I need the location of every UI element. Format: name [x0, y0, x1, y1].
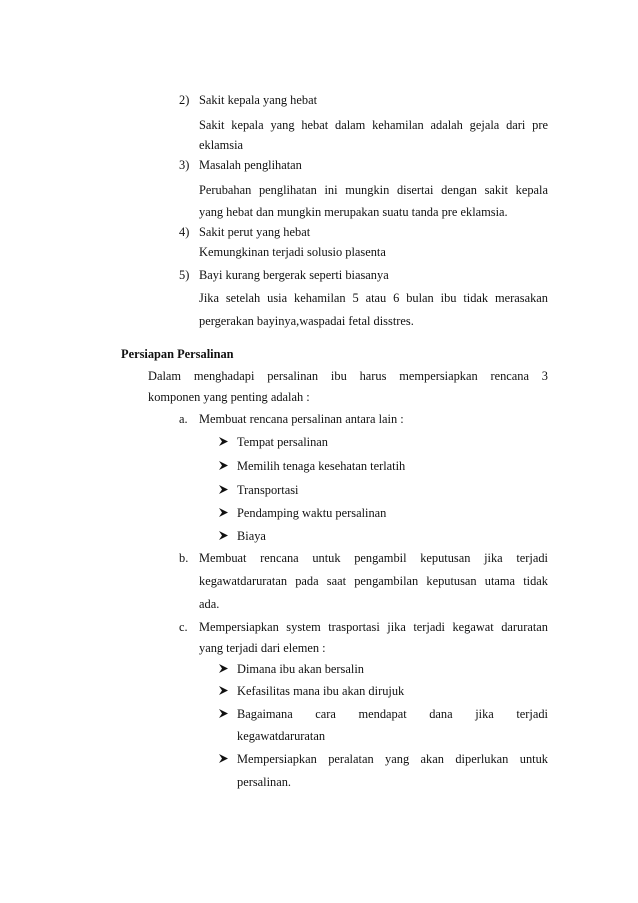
list-number: 4)	[179, 225, 190, 239]
paragraph-line: komponen yang penting adalah :	[148, 390, 310, 404]
list-number: 3)	[179, 158, 190, 172]
bullet-text: Pendamping waktu persalinan	[237, 506, 387, 520]
item-text: ada.	[199, 597, 220, 611]
list-number: 2)	[179, 93, 190, 107]
item-letter: b.	[179, 551, 189, 565]
list-item-text: Perubahan penglihatan ini mungkin disertai dengan sakit kepala	[199, 183, 548, 197]
arrowhead-bullet-icon	[218, 458, 231, 474]
paragraph-line: Dalam menghadapi persalinan ibu harus mempersiapkan rencana 3	[148, 369, 548, 383]
arrowhead-bullet-icon	[218, 528, 231, 544]
item-text: kegawatdaruratan pada saat pengambilan keputusan utama tidak	[199, 574, 548, 588]
item-text: yang terjadi dari elemen :	[199, 641, 326, 655]
list-number: 5)	[179, 268, 190, 282]
item-text: Membuat rencana untuk pengambil keputusan jika terjadi	[199, 551, 548, 565]
arrowhead-bullet-icon	[218, 683, 231, 699]
bullet-text: Memilih tenaga kesehatan terlatih	[237, 459, 406, 473]
bullet-text: kegawatdaruratan	[237, 729, 326, 743]
arrowhead-bullet-icon	[218, 482, 231, 498]
bullet-text: Kefasilitas mana ibu akan dirujuk	[237, 684, 405, 698]
list-item-text: Jika setelah usia kehamilan 5 atau 6 bulan ibu tidak merasakan	[199, 291, 548, 305]
item-letter: a.	[179, 412, 188, 426]
arrowhead-bullet-icon	[218, 706, 231, 722]
item-text: Mempersiapkan system trasportasi jika terjadi kegawat daruratan	[199, 620, 548, 634]
list-item-title: Bayi kurang bergerak seperti biasanya	[199, 268, 389, 282]
list-item-text: Sakit kepala yang hebat dalam kehamilan adalah gejala dari pre	[199, 118, 548, 132]
bullet-text: Transportasi	[237, 483, 299, 497]
section-heading: Persiapan Persalinan	[121, 347, 234, 361]
list-item-text: Kemungkinan terjadi solusio plasenta	[199, 245, 386, 259]
bullet-text: Dimana ibu akan bersalin	[237, 662, 364, 676]
arrowhead-bullet-icon	[218, 751, 231, 767]
arrowhead-bullet-icon	[218, 434, 231, 450]
list-item-text: pergerakan bayinya,waspadai fetal disstres.	[199, 314, 414, 328]
list-item-text: eklamsia	[199, 138, 244, 152]
bullet-text: Mempersiapkan peralatan yang akan diperlukan untuk	[237, 752, 548, 766]
arrowhead-bullet-icon	[218, 505, 231, 521]
bullet-text: Biaya	[237, 529, 266, 543]
bullet-text: Bagaimana cara mendapat dana jika terjadi	[237, 707, 548, 721]
arrowhead-bullet-icon	[218, 661, 231, 677]
bullet-text: persalinan.	[237, 775, 292, 789]
item-text: Membuat rencana persalinan antara lain :	[199, 412, 404, 426]
bullet-text: Tempat persalinan	[237, 435, 328, 449]
item-letter: c.	[179, 620, 188, 634]
list-item-title: Sakit kepala yang hebat	[199, 93, 318, 107]
list-item-title: Sakit perut yang hebat	[199, 225, 311, 239]
list-item-title: Masalah penglihatan	[199, 158, 302, 172]
list-item-text: yang hebat dan mungkin merupakan suatu tanda pre eklamsia.	[199, 205, 508, 219]
